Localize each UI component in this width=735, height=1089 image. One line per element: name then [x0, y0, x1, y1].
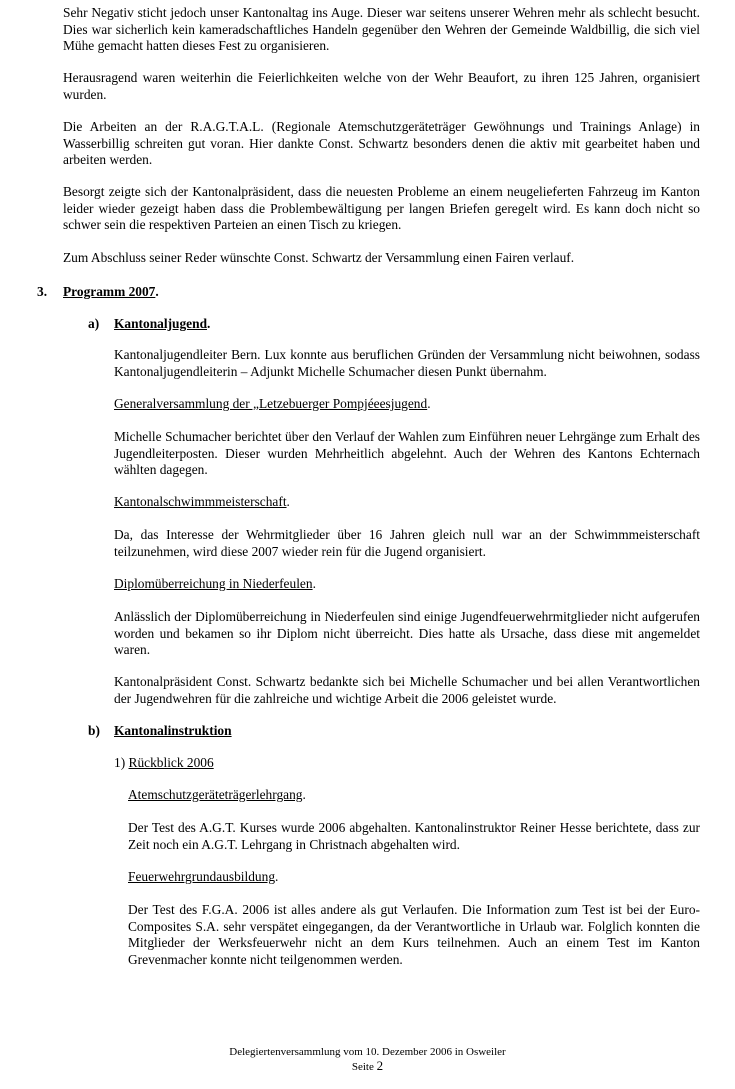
subheading	[128, 787, 700, 804]
subheading	[114, 396, 700, 413]
subheading	[114, 494, 700, 511]
intro-paragraph: Besorgt zeigte sich der Kantonalpräsident, dass die neuesten Probleme an einem neugelieferten Fahrzeug im Kanton leider wieder gezeigt haben dass die Problembewältigung per langen Briefen geregelt wird. Es kann doch nicht so schwer sein die respektiven Parteien an einen Tisch zu kriegen.	[63, 184, 700, 233]
subheading-suffix: .	[286, 494, 290, 509]
intro-paragraph: Zum Abschluss seiner Reder wünschte Const. Schwartz der Versammlung einen Fairen verlauf.	[63, 250, 575, 265]
subsection-title: Kantonaljugend	[114, 316, 208, 331]
subheading-text: Atemschutzgeräteträgerlehrgang	[128, 787, 303, 802]
list-item	[114, 755, 700, 772]
subheading	[114, 576, 700, 593]
subheading-suffix: .	[427, 396, 431, 411]
section-number: 3.	[37, 284, 48, 299]
paragraph: Anlässlich der Diplomüberreichung in Niederfeulen sind einige Jugendfeuerwehrmitglieder nicht aufgerufen worden und bekamen so ihr Diplom nicht überreicht. Dies hatte als Ursache, dass diese mit angemeldet waren.	[114, 609, 700, 658]
page-number-prefix: Seite	[351, 1061, 377, 1073]
paragraph: Der Test des F.G.A. 2006 ist alles andere als gut Verlaufen. Die Information zum Test ist bei der Euro-Composites S.A. sehr verspätet eingegangen, da der Verantwortliche in Urlaub war. Folglich konnten die Mitglieder der Werksfeuerwehr nicht an dem Kurs teilnehmen. Auch an einem Test im Kanton Grevenmacher konnte nicht teilgenommen werden.	[128, 902, 700, 967]
footer-line: Delegiertenversammlung vom 10. Dezember 2006 in Osweiler	[229, 1046, 506, 1058]
paragraph: Da, das Interesse der Wehrmitglieder über 16 Jahren gleich null war an der Schwimmmeisterschaft teilzunehmen, wird diese 2007 wieder rein für die Jugend organisiert.	[114, 527, 700, 559]
intro-paragraph: Die Arbeiten an der R.A.G.T.A.L. (Regionale Atemschutzgeräteträger Gewöhnungs und Trainings Anlage) in Wasserbillig schreiten gut voran. Hier dankte Const. Schwartz besonders denen die aktiv mit gearbeitet haben und arbeiten werden.	[63, 119, 700, 168]
subheading-text: Diplomüberreichung in Niederfeulen	[114, 576, 313, 591]
subsection-label: b)	[88, 723, 100, 738]
paragraph: Kantonalpräsident Const. Schwartz bedankte sich bei Michelle Schumacher und bei allen Verantwortlichen der Jugendwehren für die zahlreiche und wichtige Arbeit die 2006 geleistet wurde.	[114, 674, 700, 706]
section-title-suffix: .	[155, 284, 159, 299]
subheading-text: Feuerwehrgrundausbildung	[128, 869, 276, 884]
list-item-number: 1)	[114, 755, 129, 770]
section-title: Programm 2007	[63, 284, 156, 299]
subsection-title-suffix: .	[207, 316, 211, 331]
page-footer	[0, 1045, 735, 1074]
paragraph: Kantonaljugendleiter Bern. Lux konnte aus beruflichen Gründen der Versammlung nicht beiwohnen, sodass Kantonaljugendleiterin – Adjunkt Michelle Schumacher diesen Punkt übernahm.	[114, 347, 700, 379]
intro-paragraph: Sehr Negativ sticht jedoch unser Kantonaltag ins Auge. Dieser war seitens unserer Wehren mehr als schlecht besucht. Dies war sicherlich kein kameradschaftliches Handeln gegenüber den Wehren der Gemeinde Waldbillig, die sich viel Mühe gemacht hatten dieses Fest zu organisieren.	[63, 5, 700, 54]
subheading-text: Kantonalschwimmmeisterschaft	[114, 494, 287, 509]
page-number-value: 2	[376, 1058, 384, 1073]
subsection-title: Kantonalinstruktion	[114, 723, 232, 738]
subsection-label: a)	[88, 316, 100, 331]
page-number	[0, 1059, 735, 1074]
subheading-suffix: .	[312, 576, 316, 591]
subheading-text: Generalversammlung der „Letzebuerger Pompjéeesjugend	[114, 396, 428, 411]
paragraph: Der Test des A.G.T. Kurses wurde 2006 abgehalten. Kantonalinstruktor Reiner Hesse berichtete, dass zur Zeit noch ein A.G.T. Lehrgang in Christnach abgehalten wird.	[128, 820, 700, 852]
subsection-heading	[88, 723, 232, 740]
subheading-suffix: .	[275, 869, 279, 884]
subheading-suffix: .	[302, 787, 306, 802]
subsection-heading	[88, 316, 211, 333]
section-heading	[37, 284, 159, 301]
paragraph: Michelle Schumacher berichtet über den Verlauf der Wahlen zum Einführen neuer Lehrgänge zum Erhalt des Jugendleiterposten. Dieser wurden Mehrheitlich abgelehnt. Auch der Wehren des Kantons Echternach wählten dagegen.	[114, 429, 700, 478]
list-item-title: Rückblick 2006	[128, 755, 214, 770]
intro-paragraph: Herausragend waren weiterhin die Feierlichkeiten welche von der Wehr Beaufort, zu ihren 125 Jahren, organisiert wurden.	[63, 70, 700, 102]
subheading	[128, 869, 700, 886]
